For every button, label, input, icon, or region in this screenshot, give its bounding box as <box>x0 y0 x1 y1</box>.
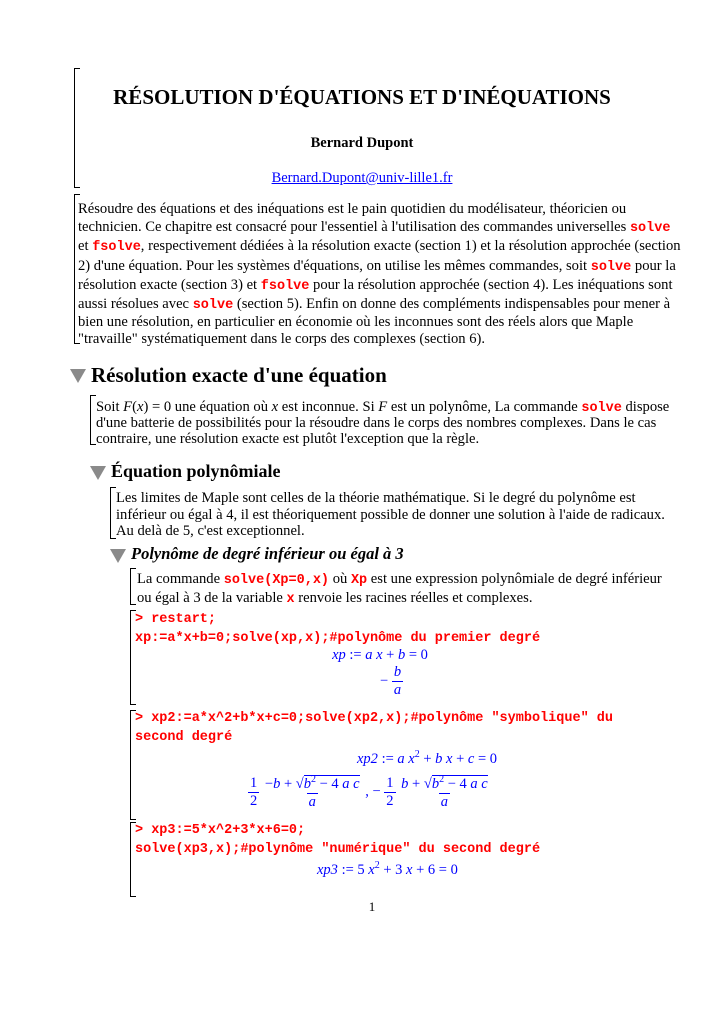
page-number: 1 <box>368 899 376 914</box>
solve-command: solve <box>192 298 234 313</box>
intro-line-2 <box>78 218 670 238</box>
section2-line-3: Au delà de 5, c'est exceptionnel. <box>116 523 305 539</box>
intro-text: pour la résolution approchée (section 4). Les inéquations sont <box>309 277 673 293</box>
intro-line-8: "travaille" systématiquement dans le corps des complexes (section 6). <box>78 331 486 347</box>
section3-line-2: ou égal à 3 de la variable x renvoie les racines réelles et complexes. <box>137 590 533 607</box>
maple-input-line[interactable]: > xp3:=5*x^2+3*x+6=0; <box>135 823 306 838</box>
solve-command: solve <box>590 260 632 275</box>
solve-command: solve <box>629 221 671 236</box>
maple-output-solution: − $\frac{b}{a}$ <box>380 664 402 698</box>
maple-input-line[interactable]: > xp2:=a*x^2+b*x+c=0;solve(xp2,x);#polynôme "symbolique" du <box>135 711 613 726</box>
group-bracket-exec3 <box>130 822 131 897</box>
intro-text: technicien. Ce chapitre est consacré pour l'essentiel à l'utilisation des commandes universelles <box>78 219 630 235</box>
intro-line-5 <box>78 276 673 296</box>
maple-output-equation: xp := a x + b = 0 <box>332 647 428 663</box>
solve-command: solve <box>581 401 622 416</box>
group-bracket-exec2 <box>130 710 131 820</box>
maple-input-line[interactable]: > restart; <box>135 612 217 627</box>
maple-output-solutions: $\frac{1}{2}$ $\frac{-b + √b^2 - 4 a c}{a}$ , − $\frac{1}{2}$ $\frac{b + √b^2 - 4 a c}{a}$ <box>250 774 488 810</box>
fsolve-command: fsolve <box>92 240 141 255</box>
group-bracket-section3-text <box>130 568 131 605</box>
intro-text: , respectivement dédiées à la résolution exacte (section 1) et la résolution approchée (section <box>140 238 681 254</box>
section-collapse-toggle-icon[interactable] <box>70 369 86 383</box>
section1-line-2: d'une batterie de possibilités pour la résoudre dans le corps des nombres complexes. Dans le cas <box>96 415 657 431</box>
intro-line-6 <box>78 295 670 315</box>
author-email-link[interactable] <box>0 170 724 187</box>
group-bracket-intro <box>74 194 75 344</box>
intro-text: aussi résolues avec <box>78 296 193 312</box>
email-link[interactable]: Bernard.Dupont@univ-lille1.fr <box>271 170 453 186</box>
intro-line-3 <box>78 237 681 257</box>
section3-line-1: La commande solve(Xp=0,x) où Xp est une expression polynômiale de degré inférieur <box>137 571 662 588</box>
group-bracket-section2-text <box>110 487 111 539</box>
section2-line-2: inférieur ou égal à 4, il est théoriquement possible de donner une solution à l'aide de radicaux. <box>116 507 665 523</box>
intro-text: pour la <box>631 258 676 274</box>
section3-heading: Polynôme de degré inférieur ou égal à 3 <box>131 544 404 563</box>
intro-line-7: bien une résolution, en particulier en économie où les inconnues sont des réels alors que Maple <box>78 314 634 330</box>
intro-text: et <box>78 238 93 254</box>
intro-line-4 <box>78 257 676 277</box>
section1-line-3: contraire, une résolution exacte est plutôt l'exception que la règle. <box>96 431 480 447</box>
intro-text: (section 5). Enfin on donne des compléments indispensables pour mener à <box>233 296 671 312</box>
maple-input-line[interactable]: xp:=a*x+b=0;solve(xp,x);#polynôme du premier degré <box>135 631 541 646</box>
maple-output-equation: xp2 := a $x^2 + b$ x + c = 0 <box>357 749 498 767</box>
section2-heading: Équation polynômiale <box>111 461 281 481</box>
section2-line-1: Les limites de Maple sont celles de la théorie mathématique. Si le degré du polynôme est <box>116 490 636 506</box>
solve-command: solve(Xp=0,x) <box>223 573 330 588</box>
section1-heading: Résolution exacte d'une équation <box>91 363 387 387</box>
intro-text: résolution exacte (section 3) et <box>78 277 261 293</box>
section-collapse-toggle-icon[interactable] <box>110 549 126 563</box>
intro-line-1: Résoudre des équations et des inéquations est le pain quotidien du modélisateur, théoricien ou <box>78 201 627 217</box>
page-title: RÉSOLUTION D'ÉQUATIONS ET D'INÉQUATIONS <box>113 85 611 109</box>
section1-line-1: Soit F(x) = 0 une équation où x est inconnue. Si F est un polynôme, La commande solve dispose <box>96 399 670 416</box>
maple-input-line[interactable]: second degré <box>135 730 233 745</box>
intro-text: 2) d'une équation. Pour les systèmes d'équations, on utilise les mêmes commandes, soit <box>78 258 591 274</box>
section-collapse-toggle-icon[interactable] <box>90 466 106 480</box>
maple-input-line[interactable]: solve(xp3,x);#polynôme "numérique" du second degré <box>135 842 541 857</box>
author-name: Bernard Dupont <box>310 135 414 151</box>
group-bracket-section1-text <box>90 395 91 445</box>
fsolve-command: fsolve <box>260 279 310 294</box>
maple-output-equation: xp3 := 5 $x^2 + 3$ x + 6 = 0 <box>317 860 458 878</box>
